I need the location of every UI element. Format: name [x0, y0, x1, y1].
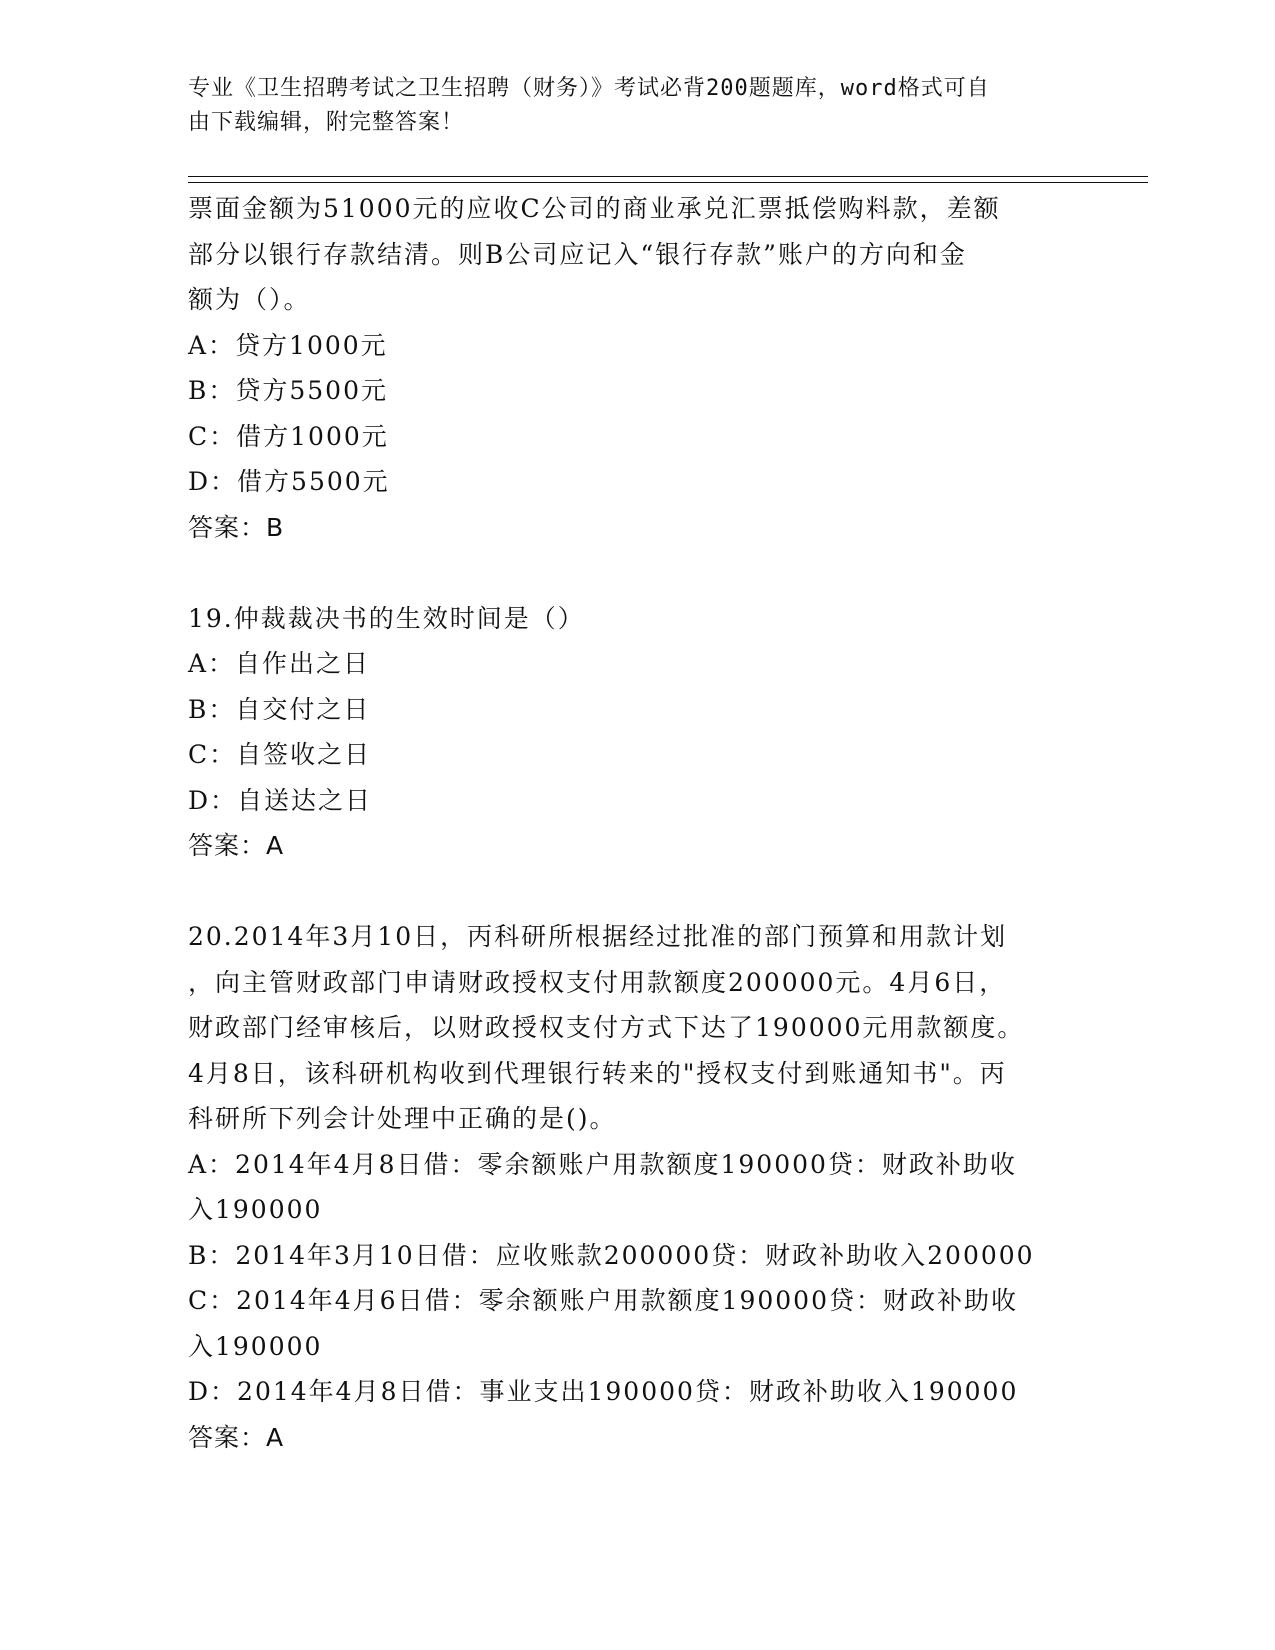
question-stem-line: 额为（）。	[188, 285, 311, 314]
answer-label: 答案：A	[188, 831, 285, 860]
question-stem-line: 4月8日，该科研机构收到代理银行转来的"授权支付到账通知书"。丙	[188, 1058, 1007, 1088]
option-d: D：借方5500元	[188, 467, 390, 496]
option-a: A：贷方1000元	[188, 330, 388, 360]
question-20	[188, 914, 1088, 1460]
question-stem-line: 部分以银行存款结清。则B公司应记入“银行存款”账户的方向和金	[188, 239, 967, 269]
question-content	[188, 186, 1088, 1460]
option-a: A：2014年4月8日借：零余额账户用款额度190000贷：财政补助收	[188, 1149, 1017, 1179]
header-line-1: 专业《卫生招聘考试之卫生招聘（财务）》考试必背200题题库，word格式可自	[188, 76, 990, 101]
answer-label: 答案：B	[188, 512, 285, 542]
option-b: B：2014年3月10日借：应收账款200000贷：财政补助收入200000	[188, 1240, 1035, 1270]
option-d: D：自送达之日	[188, 785, 373, 815]
option-c: C：2014年4月6日借：零余额账户用款额度190000贷：财政补助收	[188, 1286, 1018, 1315]
question-19	[188, 596, 1088, 869]
option-a-continued: 入190000	[188, 1195, 323, 1224]
spacer	[188, 550, 1088, 596]
option-c-continued: 入190000	[188, 1331, 323, 1361]
question-stem-line: 票面金额为51000元的应收C公司的商业承兑汇票抵偿购料款，差额	[188, 194, 1001, 223]
option-d: D：2014年4月8日借：事业支出190000贷：财政补助收入190000	[188, 1377, 1019, 1406]
question-18	[188, 186, 1088, 550]
question-stem-line: ，向主管财政部门申请财政授权支付用款额度200000元。4月6日，	[188, 967, 1007, 997]
question-stem-line: 财政部门经审核后，以财政授权支付方式下达了190000元用款额度。	[188, 1013, 1025, 1042]
option-a: A：自作出之日	[188, 649, 371, 678]
header-line-2: 由下载编辑，附完整答案！	[188, 110, 465, 135]
spacer	[188, 869, 1088, 915]
answer-label: 答案：A	[188, 1422, 285, 1452]
question-stem-line: 19.仲裁裁决书的生效时间是（）	[188, 603, 585, 633]
question-stem-line: 20.2014年3月10日，丙科研所根据经过批准的部门预算和用款计划	[188, 922, 1008, 951]
question-stem-line: 科研所下列会计处理中正确的是()。	[188, 1104, 617, 1133]
option-b: B：自交付之日	[188, 694, 371, 724]
header-divider-top	[188, 176, 1148, 177]
option-c: C：自签收之日	[188, 740, 372, 769]
header-divider-bottom	[188, 182, 1148, 183]
document-header	[188, 72, 1068, 140]
option-c: C：借方1000元	[188, 421, 389, 451]
option-b: B：贷方5500元	[188, 376, 388, 405]
